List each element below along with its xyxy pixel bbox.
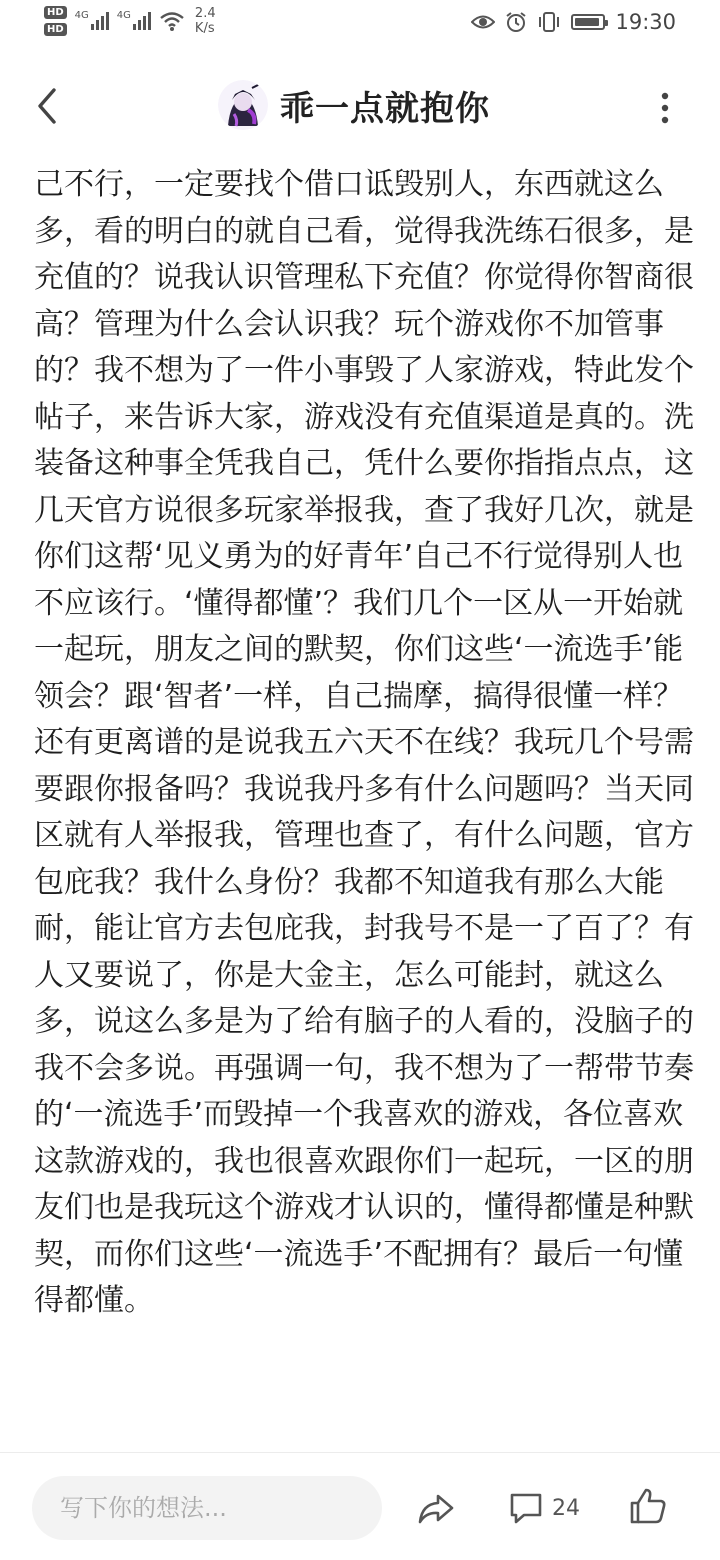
network-type-1: 4G bbox=[74, 10, 89, 21]
comment-count: 24 bbox=[552, 1495, 580, 1521]
post-body: 己不行，一定要找个借口诋毁别人，东西就这么多，看的明白的就自己看，觉得我洗练石很多，是充值的？说我认识管理私下充值？你觉得你智商很高？管理为什么会认识我？玩个游戏你不加管事的？我不想为了一件小事毁了人家游戏，特此发个帖子，来告诉大家，游戏没有充值渠道是真的。洗装备这种事全凭我自己，凭什么要你指指点点，这几天官方说很多玩家举报我，查了我好几次，就是你们这帮‘见义勇为的好青年’自己不行觉得别人也不应该行。‘懂得都懂’？我们几个一区从一开始就一起玩，朋友之间的默契，你们这些‘一流选手’能领会？跟‘智者’一样，自己揣摩，搞得很懂一样？还有更离谱的是说我五六天不在线？我玩几个号需要跟你报备吗？我说我丹多有什么问题吗？当天同区就有人举报我，管理也查了，有什么问题，官方包庇我？我什么身份？我都不知道我有那么大能耐，能让官方去包庇我，封我号不是一了百了？有人又要说了，你是大金主，怎么可能封，就这么多，说这么多是为了给有脑子的人看的，没脑子的我不会多说。再强调一句，我不想为了一帮带节奏的‘一流选手’而毁掉一个我喜欢的游戏，各位喜欢这款游戏的，我也很喜欢跟你们一起玩，一区的朋友们也是我玩这个游戏才认识的，懂得都懂是种默契，而你们这些‘一流选手’不配拥有？最后一句懂得都懂。 bbox=[34, 167, 694, 1318]
back-arrow-icon[interactable] bbox=[30, 84, 70, 128]
alarm-icon bbox=[505, 11, 527, 33]
speed-value: 2.4 bbox=[194, 6, 216, 21]
thumbs-up-icon[interactable] bbox=[628, 1486, 668, 1526]
hd-indicators bbox=[44, 6, 67, 36]
signal-icon bbox=[91, 10, 109, 30]
clock: 19:30 bbox=[615, 10, 676, 34]
author-info[interactable] bbox=[218, 80, 490, 130]
network-2 bbox=[117, 10, 151, 30]
anime-avatar-icon[interactable] bbox=[218, 80, 268, 130]
more-vertical-icon[interactable] bbox=[654, 88, 676, 128]
hd-badge-2: HD bbox=[44, 23, 67, 36]
network-1 bbox=[75, 10, 109, 30]
status-bar bbox=[0, 0, 720, 50]
bottom-action-bar bbox=[0, 1460, 720, 1560]
status-bar-left bbox=[44, 6, 216, 36]
network-speed bbox=[195, 6, 216, 36]
bottom-divider bbox=[0, 1452, 720, 1453]
eye-icon bbox=[471, 13, 495, 31]
comments-button[interactable] bbox=[508, 1486, 580, 1530]
status-bar-right bbox=[471, 10, 676, 34]
vibrate-icon bbox=[537, 11, 561, 33]
comment-icon bbox=[508, 1490, 544, 1526]
speed-unit: K/s bbox=[194, 21, 215, 36]
comment-input[interactable] bbox=[32, 1476, 382, 1540]
post-header bbox=[0, 70, 720, 142]
hd-badge-1: HD bbox=[44, 6, 67, 19]
signal-icon bbox=[133, 10, 151, 30]
share-icon[interactable] bbox=[416, 1488, 456, 1528]
wifi-icon bbox=[159, 10, 185, 32]
author-name: 乖一点就抱你 bbox=[280, 88, 490, 129]
battery-icon bbox=[571, 14, 605, 30]
network-type-2: 4G bbox=[116, 10, 131, 21]
